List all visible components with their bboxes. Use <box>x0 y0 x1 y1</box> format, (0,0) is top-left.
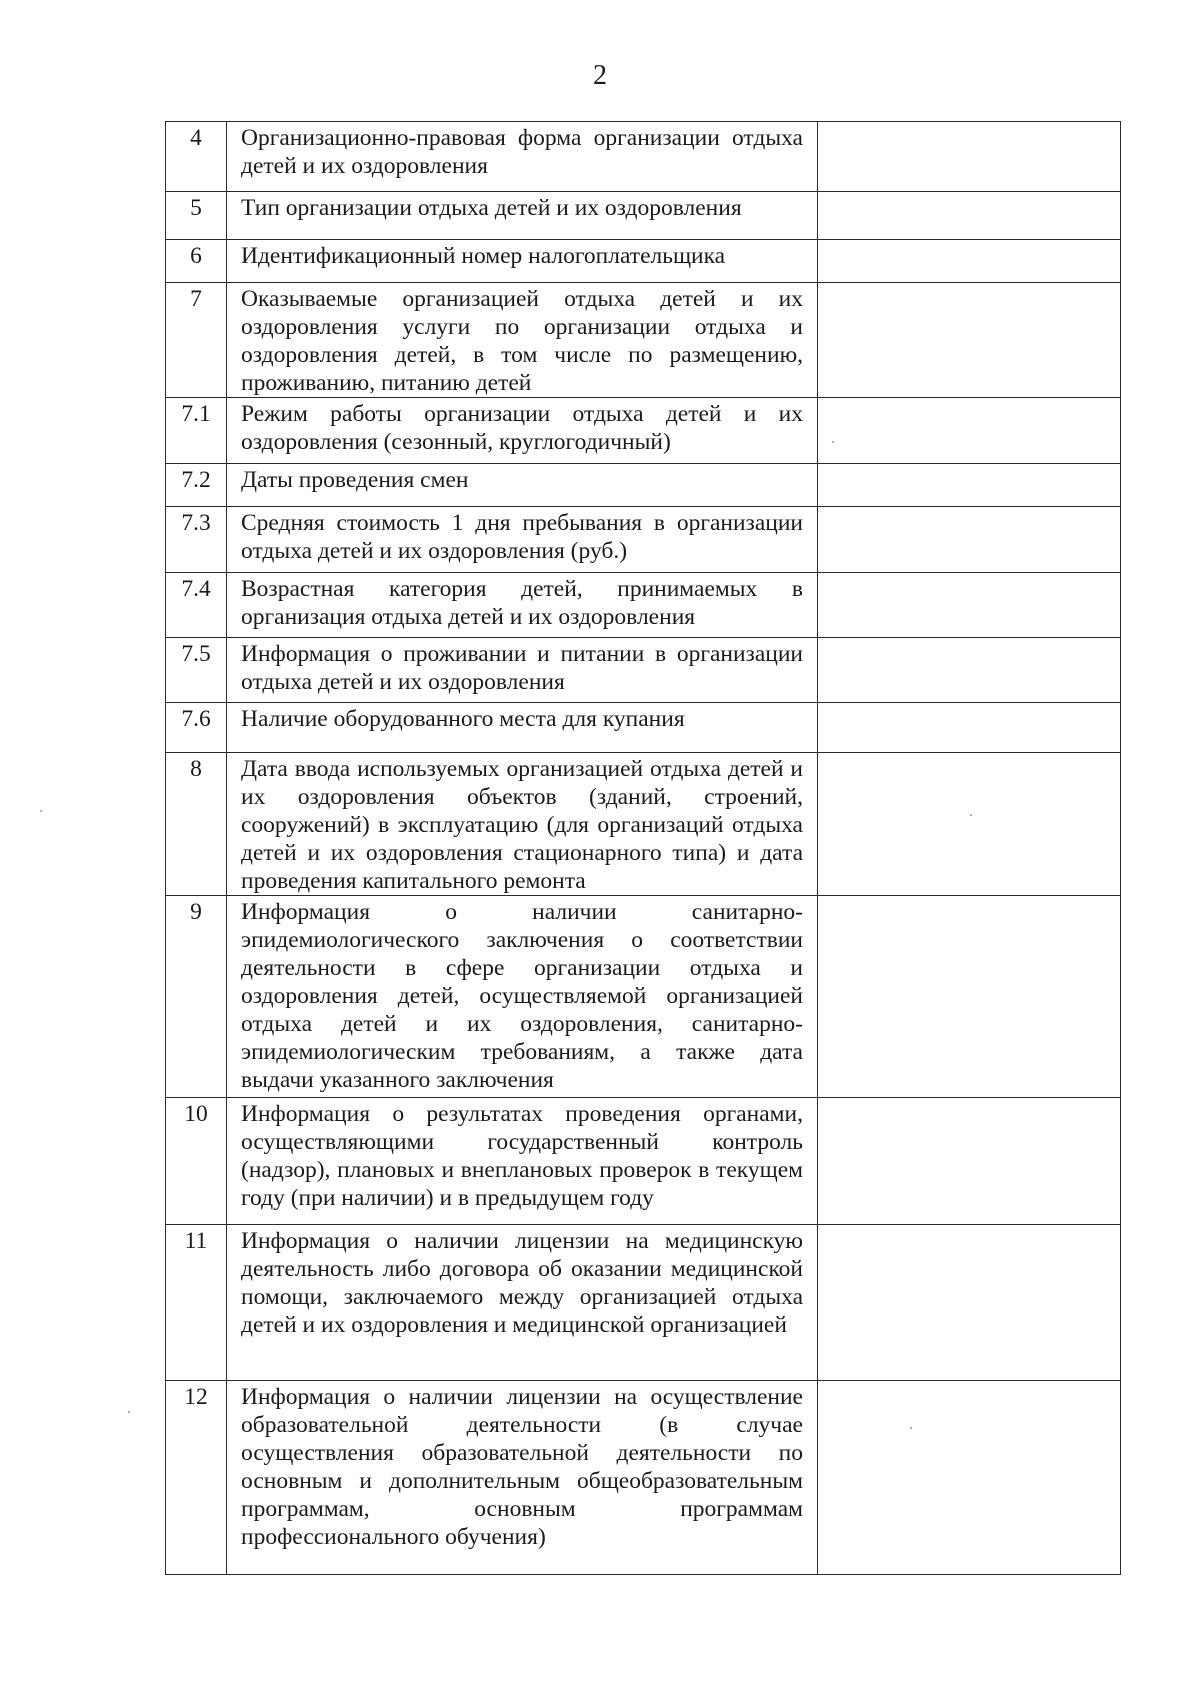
table-row <box>166 398 1121 464</box>
row-value-cell[interactable] <box>818 1225 1121 1381</box>
row-description: Дата ввода используемых организацией отдыха детей и их оздоровления объектов (зданий, строений, сооружений) в эксплуатацию (для организаций отдыха детей и их оздоровления стационарного типа) и дата проведения капитального ремонта <box>227 753 818 896</box>
row-value-cell[interactable] <box>818 240 1121 283</box>
row-description: Информация о наличии санитарно-эпидемиологического заключения о соответствии деятельности в сфере организации отдыха и оздоровления детей, осуществляемой организацией отдыха детей и их оздоровления, санитарно-эпидемиологическим требованиям, а также дата выдачи указанного заключения <box>227 896 818 1098</box>
row-value-cell[interactable] <box>818 507 1121 573</box>
row-number: 7.2 <box>166 464 227 507</box>
row-value-cell[interactable] <box>818 1098 1121 1225</box>
scan-speck <box>128 1411 130 1413</box>
info-table <box>165 121 1121 1575</box>
row-value-cell[interactable] <box>818 1381 1121 1575</box>
row-number: 8 <box>166 753 227 896</box>
row-description: Режим работы организации отдыха детей и их оздоровления (сезонный, круглогодичный) <box>227 398 818 464</box>
table-row <box>166 1225 1121 1381</box>
row-description: Информация о наличии лицензии на осуществление образовательной деятельности (в случае осуществления образовательной деятельности по основным и дополнительным общеобразовательным программам, основным программам профессионального обучения) <box>227 1381 818 1575</box>
row-number: 7.4 <box>166 573 227 638</box>
row-value-cell[interactable] <box>818 573 1121 638</box>
row-value-cell[interactable] <box>818 638 1121 703</box>
table-row <box>166 507 1121 573</box>
page-number: 2 <box>593 60 607 91</box>
table-row <box>166 283 1121 398</box>
row-description: Даты проведения смен <box>227 464 818 507</box>
row-description: Организационно-правовая форма организации отдыха детей и их оздоровления <box>227 122 818 192</box>
row-value-cell[interactable] <box>818 398 1121 464</box>
table-row <box>166 896 1121 1098</box>
row-number: 7.1 <box>166 398 227 464</box>
row-value-cell[interactable] <box>818 464 1121 507</box>
row-value-cell[interactable] <box>818 283 1121 398</box>
row-value-cell[interactable] <box>818 122 1121 192</box>
table-row <box>166 1381 1121 1575</box>
table-row <box>166 240 1121 283</box>
row-description: Средняя стоимость 1 дня пребывания в организации отдыха детей и их оздоровления (руб.) <box>227 507 818 573</box>
table-row <box>166 122 1121 192</box>
row-description: Информация о проживании и питании в организации отдыха детей и их оздоровления <box>227 638 818 703</box>
scan-speck <box>910 1427 912 1429</box>
row-number: 5 <box>166 192 227 240</box>
row-number: 7.3 <box>166 507 227 573</box>
row-description: Наличие оборудованного места для купания <box>227 703 818 753</box>
table-row <box>166 638 1121 703</box>
table-row <box>166 703 1121 753</box>
row-number: 12 <box>166 1381 227 1575</box>
row-value-cell[interactable] <box>818 192 1121 240</box>
row-value-cell[interactable] <box>818 703 1121 753</box>
scan-speck <box>832 441 834 443</box>
row-number: 7 <box>166 283 227 398</box>
scan-speck <box>970 814 972 816</box>
row-number: 10 <box>166 1098 227 1225</box>
row-description: Возрастная категория детей, принимаемых в организация отдыха детей и их оздоровления <box>227 573 818 638</box>
table-row <box>166 573 1121 638</box>
row-number: 9 <box>166 896 227 1098</box>
row-description: Тип организации отдыха детей и их оздоровления <box>227 192 818 240</box>
scan-speck <box>40 810 42 812</box>
row-value-cell[interactable] <box>818 753 1121 896</box>
table-row <box>166 1098 1121 1225</box>
row-number: 6 <box>166 240 227 283</box>
row-value-cell[interactable] <box>818 896 1121 1098</box>
row-number: 7.6 <box>166 703 227 753</box>
row-number: 11 <box>166 1225 227 1381</box>
row-description: Идентификационный номер налогоплательщика <box>227 240 818 283</box>
row-number: 4 <box>166 122 227 192</box>
row-number: 7.5 <box>166 638 227 703</box>
row-description: Оказываемые организацией отдыха детей и их оздоровления услуги по организации отдыха и оздоровления детей, в том числе по размещению, проживанию, питанию детей <box>227 283 818 398</box>
table-row <box>166 753 1121 896</box>
table-row <box>166 192 1121 240</box>
row-description: Информация о результатах проведения органами, осуществляющими государственный контроль (надзор), плановых и внеплановых проверок в текущем году (при наличии) и в предыдущем году <box>227 1098 818 1225</box>
table-row <box>166 464 1121 507</box>
row-description: Информация о наличии лицензии на медицинскую деятельность либо договора об оказании медицинской помощи, заключаемого между организацией отдыха детей и их оздоровления и медицинской организацией <box>227 1225 818 1381</box>
